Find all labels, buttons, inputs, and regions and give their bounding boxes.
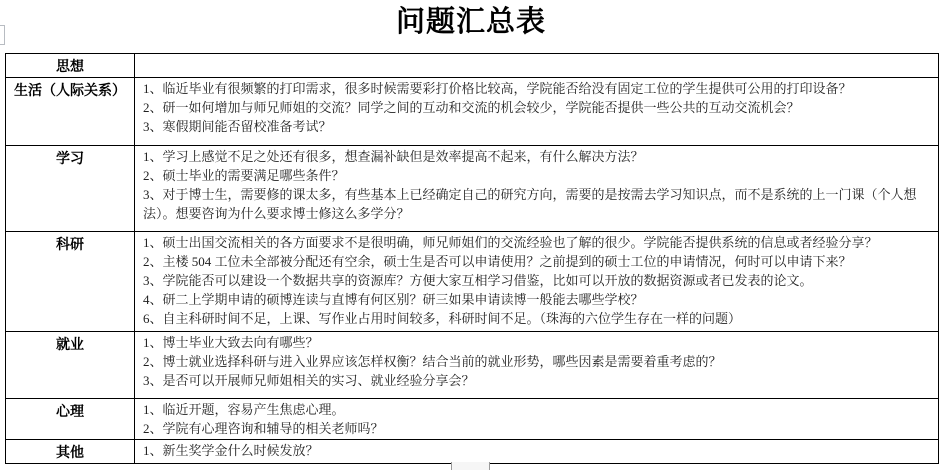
question-item: 1、临近毕业有很频繁的打印需求，很多时候需要彩打价格比较高，学院能否给没有固定工位的学生提供可公用的打印设备？ xyxy=(143,81,852,96)
question-item: 1、学习上感觉不足之处还有很多，想查漏补缺但是效率提高不起来，有什么解决方法？ xyxy=(143,149,644,164)
question-item: 3、学院能否可以建设一个数据共享的资源库？方便大家互相学习借鉴，比如可以开放的数据资源或者已发表的论文。 xyxy=(143,273,813,288)
question-item: 2、学院有心理咨询和辅导的相关老师吗？ xyxy=(143,421,384,436)
question-item: 4、研二上学期申请的硕博连读与直博有何区别？研三如果申请读博一般能去哪些学校？ xyxy=(143,292,644,307)
questions-cell xyxy=(135,146,939,232)
table-row xyxy=(6,399,939,440)
category-cell: 科研 xyxy=(6,232,135,332)
questions-cell xyxy=(135,399,939,440)
question-table-body xyxy=(6,54,939,464)
table-row xyxy=(6,232,939,332)
table-row xyxy=(6,78,939,146)
category-cell: 思想 xyxy=(6,54,135,78)
question-item: 3、是否可以开展师兄师姐相关的实习、就业经验分享会？ xyxy=(143,373,475,388)
question-item: 2、研一如何增加与师兄师姐的交流？同学之间的互动和交流的机会较少，学院能否提供一些公共的互动交流机会？ xyxy=(143,100,800,115)
category-cell: 心理 xyxy=(6,399,135,440)
questions-cell xyxy=(135,54,939,78)
category-cell: 学习 xyxy=(6,146,135,232)
questions-cell xyxy=(135,78,939,146)
questions-cell xyxy=(135,440,939,464)
table-row xyxy=(6,54,939,78)
category-cell: 其他 xyxy=(6,440,135,464)
table-row xyxy=(6,146,939,232)
category-cell: 就业 xyxy=(6,332,135,399)
question-item: 2、主楼 504 工位未全部被分配还有空余，硕士生是否可以申请使用？之前提到的硕士工位的申请情况，何时可以申请下来？ xyxy=(143,254,852,269)
question-item: 2、博士就业选择科研与进入业界应该怎样权衡？结合当前的就业形势，哪些因素是需要着重考虑的？ xyxy=(143,354,722,369)
question-item: 1、临近开题，容易产生焦虑心理。 xyxy=(143,402,345,417)
question-item: 6、自主科研时间不足，上课、写作业占用时间较多，科研时间不足。（珠海的六位学生存在一样的问题） xyxy=(143,311,742,326)
category-cell: 生活（人际关系） xyxy=(6,78,135,146)
question-item: 1、新生奖学金什么时候发放？ xyxy=(143,443,319,458)
question-item: 3、对于博士生，需要修的课太多，有些基本上已经确定自己的研究方向，需要的是按需去学习知识点，而不是系统的上一门课（个人想法）。想要咨询为什么要求博士修这么多学分？ xyxy=(143,187,917,221)
question-item: 3、寒假期间能否留校准备考试？ xyxy=(143,119,332,134)
question-item: 1、硕士出国交流相关的各方面要求不是很明确，师兄师姐们的交流经验也了解的很少。学院能否提供系统的信息或者经验分享？ xyxy=(143,235,878,250)
table-row xyxy=(6,332,939,399)
question-item: 2、硕士毕业的需要满足哪些条件？ xyxy=(143,168,345,183)
left-edge-artifact xyxy=(0,25,5,45)
table-row xyxy=(6,440,939,464)
question-item: 1、博士毕业大致去向有哪些？ xyxy=(143,335,319,350)
page-title: 问题汇总表 xyxy=(395,6,546,38)
questions-cell xyxy=(135,232,939,332)
questions-cell xyxy=(135,332,939,399)
question-summary-table xyxy=(5,53,939,464)
